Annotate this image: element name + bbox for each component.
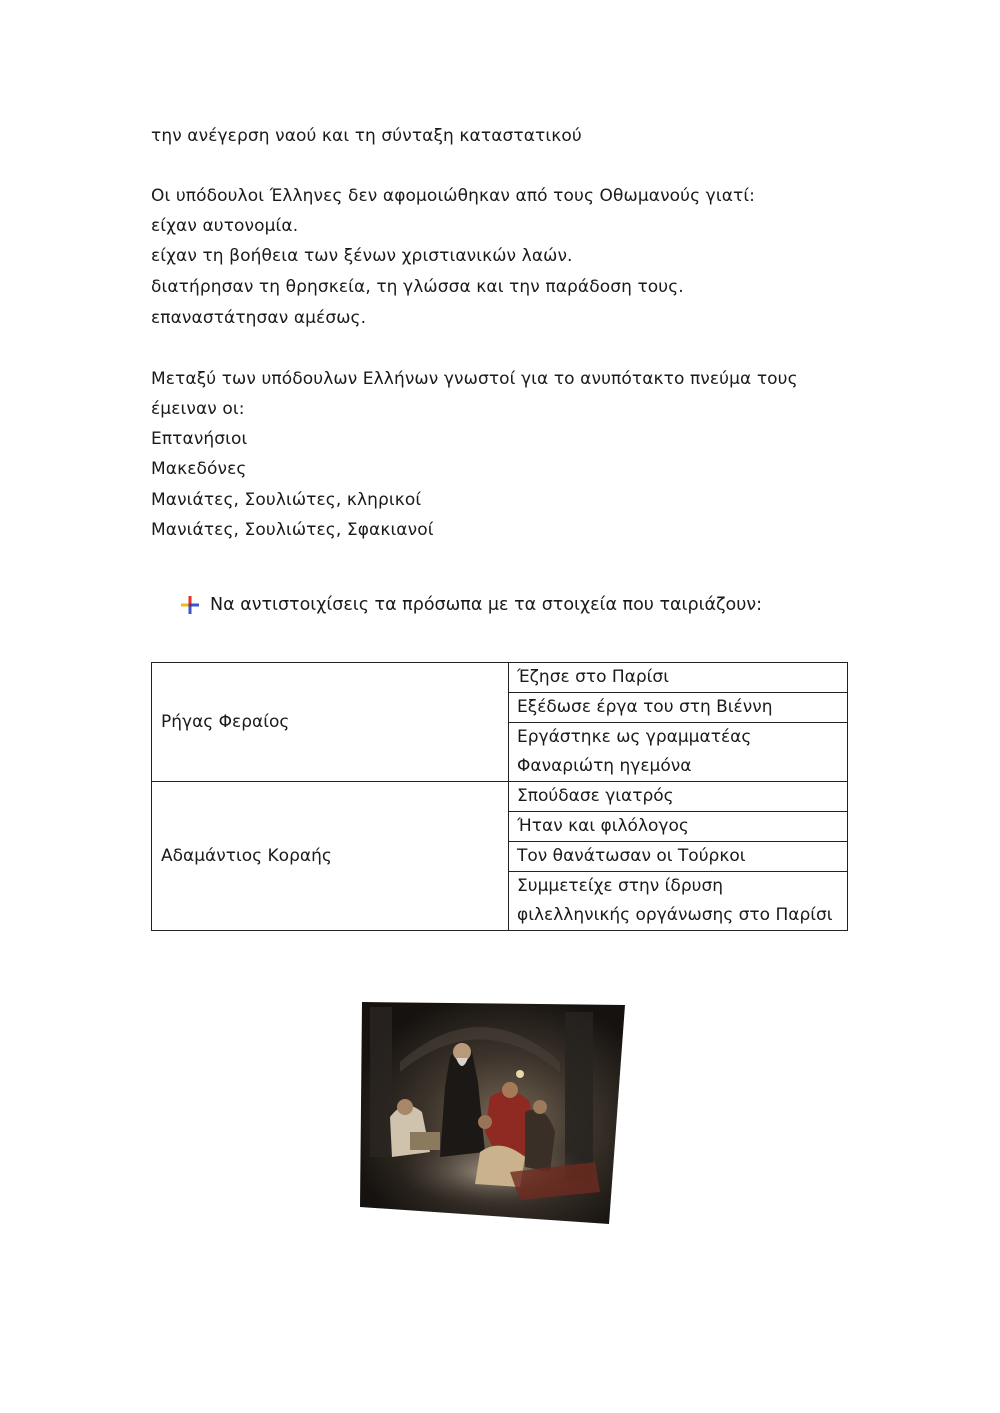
table-row	[152, 663, 848, 693]
trait-line: Εργάστηκε ως γραμματέας	[517, 727, 752, 747]
table-row	[152, 782, 848, 812]
question2-option-3: Μανιάτες, Σουλιώτες, κληρικοί	[151, 490, 422, 510]
person-name-cell: Αδαμάντιος Κοραής	[152, 782, 509, 931]
question2-prompt-line1: Μεταξύ των υπόδουλων Ελλήνων γνωστοί για το ανυπότακτο πνεύμα τους	[151, 369, 798, 389]
trait-cell: Έζησε στο Παρίσι	[509, 663, 848, 693]
question2-option-4: Μανιάτες, Σουλιώτες, Σφακιανοί	[151, 520, 434, 540]
trait-cell	[509, 723, 848, 782]
trait-line: φιλελληνικής οργάνωσης στο Παρίσι	[517, 905, 833, 925]
question1-option-1: είχαν αυτονομία.	[151, 216, 299, 236]
question1-option-4: επαναστάτησαν αμέσως.	[151, 308, 367, 328]
trait-cell: Σπούδασε γιατρός	[509, 782, 848, 812]
matching-instruction	[180, 592, 762, 618]
matching-instruction-text: Να αντιστοιχίσεις τα πρόσωπα με τα στοιχεία που ταιριάζουν:	[210, 595, 763, 615]
trait-cell: Τον θανάτωσαν οι Τούρκοι	[509, 842, 848, 872]
top-line-text: την ανέγερση ναού και τη σύνταξη καταστατικού	[151, 126, 582, 146]
four-color-cross-bullet-icon	[180, 595, 200, 615]
question2-prompt-line2: έμειναν οι:	[151, 399, 245, 419]
trait-cell	[509, 872, 848, 931]
question2-option-1: Επτανήσιοι	[151, 429, 248, 449]
matching-table	[151, 662, 848, 931]
trait-line: Φαναριώτη ηγεμόνα	[517, 756, 692, 776]
person-name-cell: Ρήγας Φεραίος	[152, 663, 509, 782]
painting-secret-school-scene	[360, 1002, 625, 1224]
trait-line: Συμμετείχε στην ίδρυση	[517, 876, 724, 896]
question1-option-2: είχαν τη βοήθεια των ξένων χριστιανικών λαών.	[151, 246, 573, 266]
trait-cell: Ήταν και φιλόλογος	[509, 812, 848, 842]
trait-cell: Εξέδωσε έργα του στη Βιέννη	[509, 693, 848, 723]
question1-option-3: διατήρησαν τη θρησκεία, τη γλώσσα και την παράδοση τους.	[151, 277, 684, 297]
question2-option-2: Μακεδόνες	[151, 459, 247, 479]
question1-prompt: Οι υπόδουλοι Έλληνες δεν αφομοιώθηκαν από τους Οθωμανούς γιατί:	[151, 186, 756, 206]
